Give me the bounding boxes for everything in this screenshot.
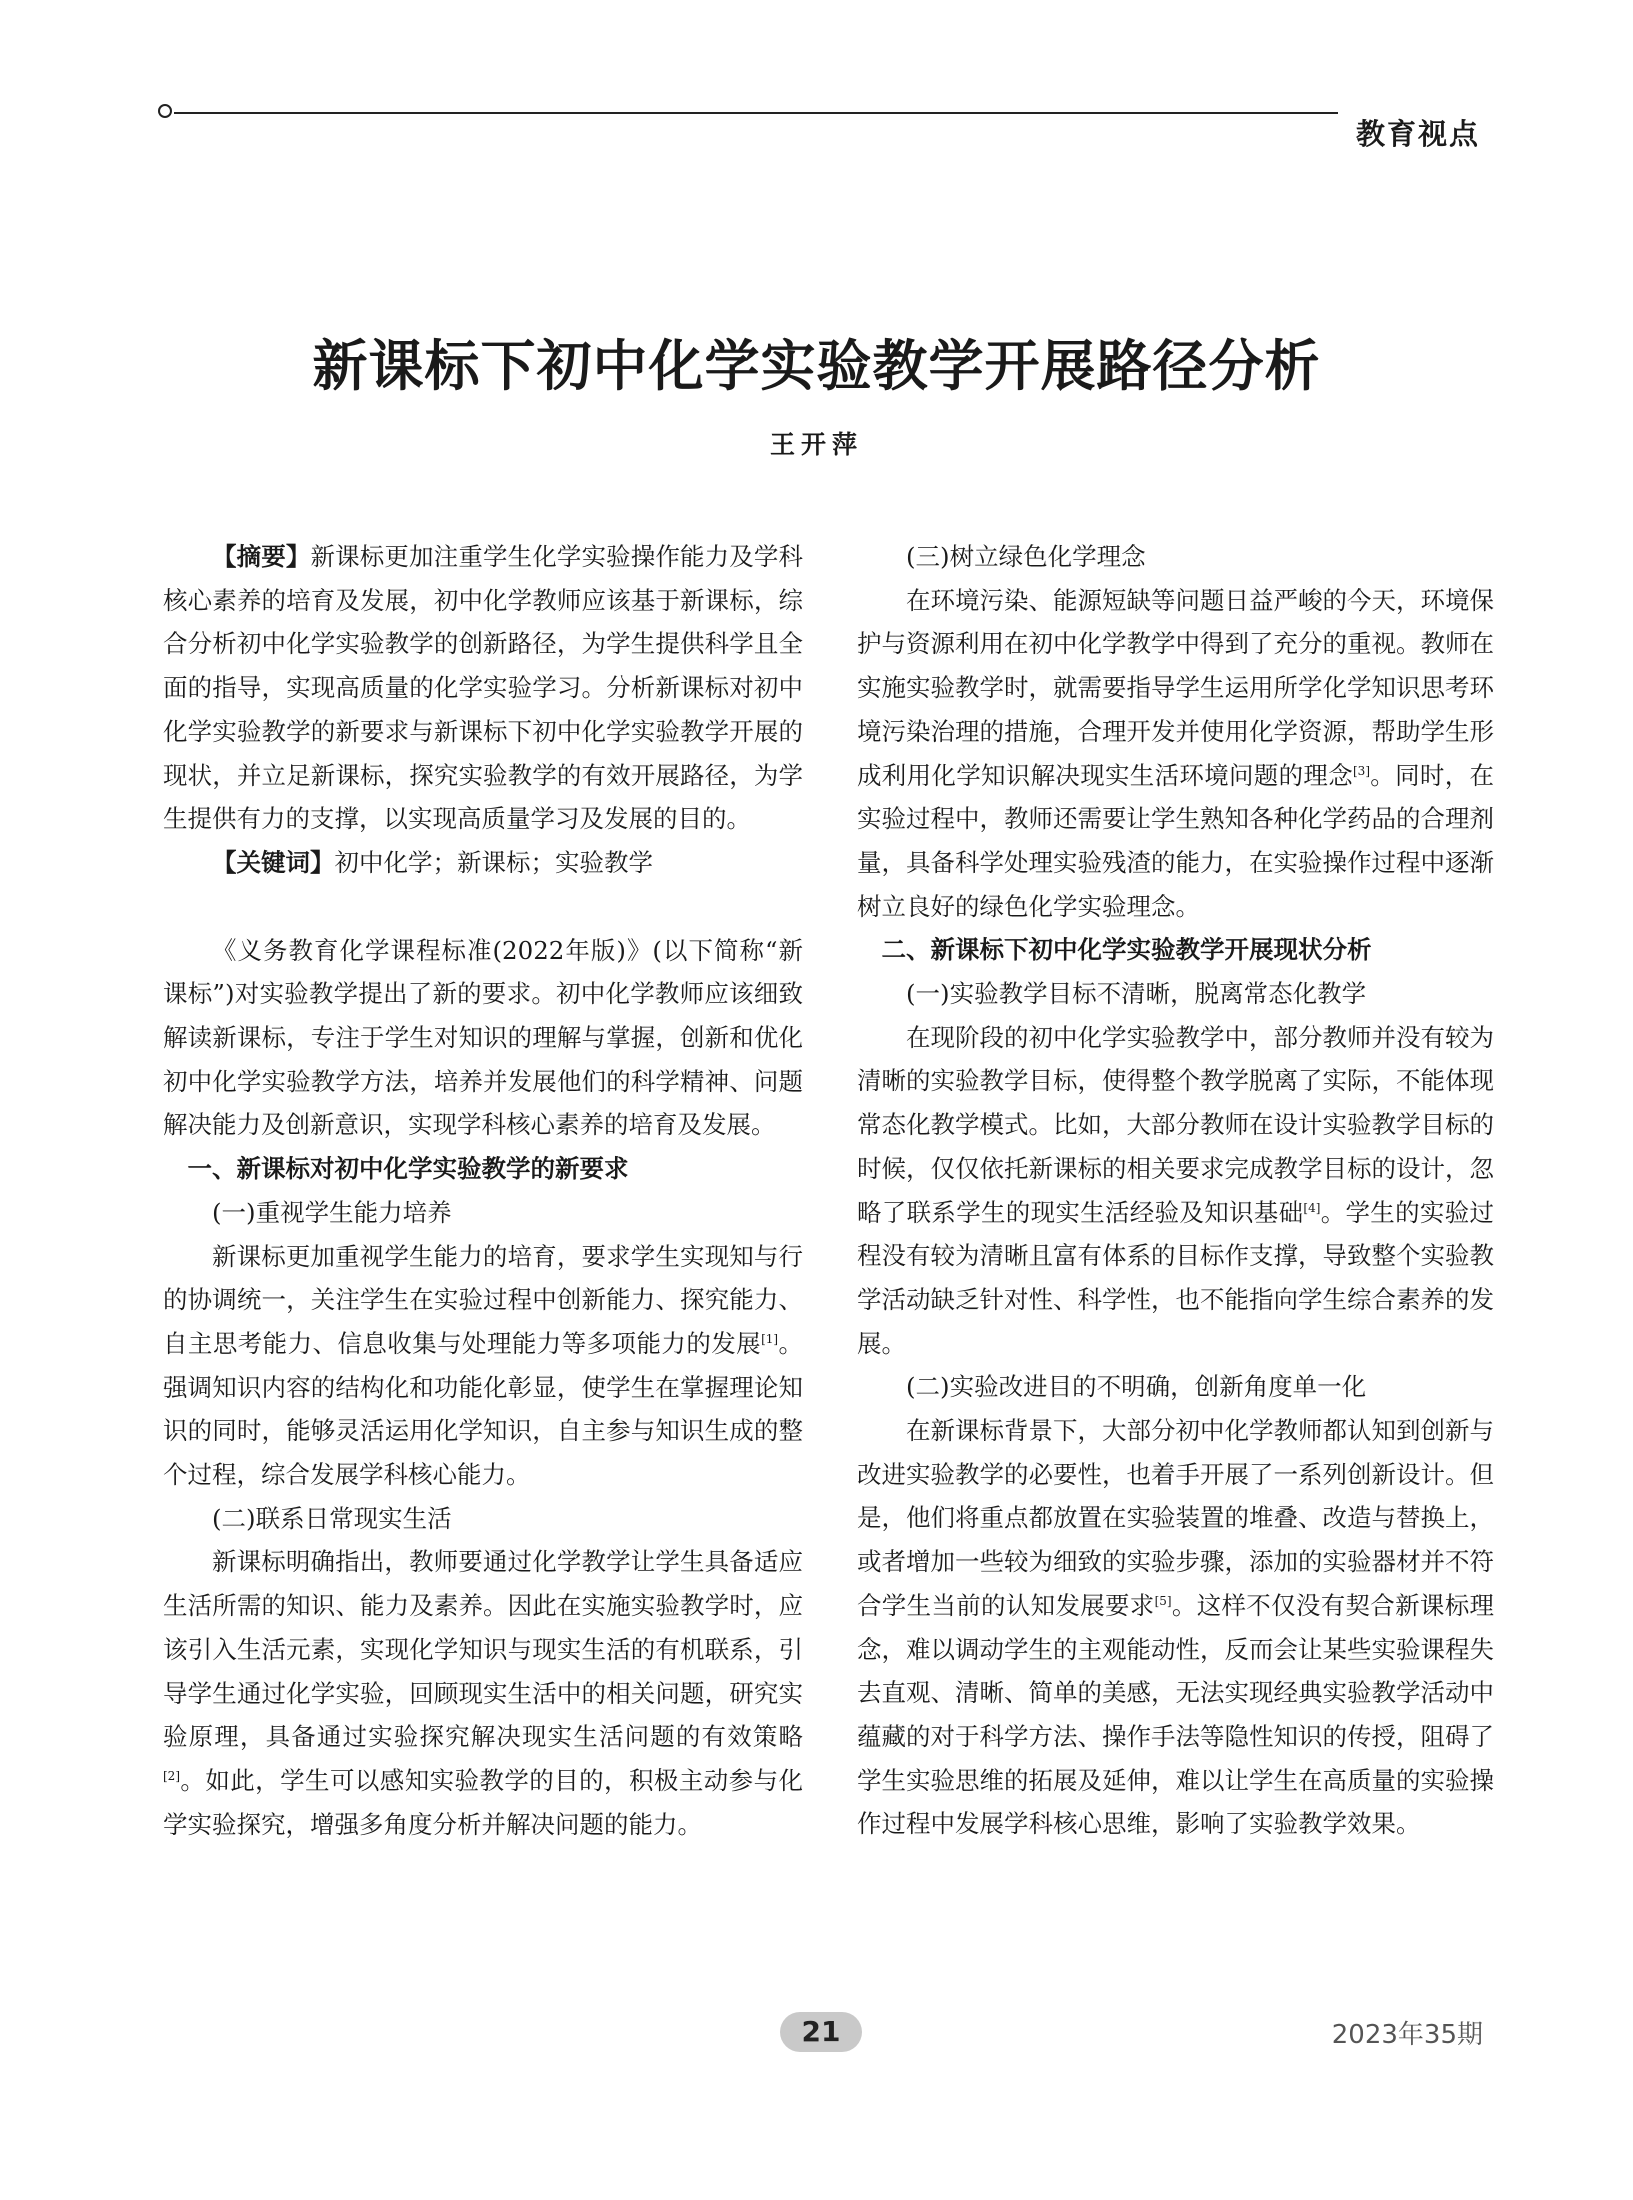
section1-sub3-paragraph	[857, 579, 1494, 929]
intro-paragraph: 《义务教育化学课程标准(2022年版)》(以下简称“新课标”)对实验教学提出了新的要求。初中化学教师应该细致解读新课标，专注于学生对知识的理解与掌握，创新和优化初中化学实验教学方法，培养并发展他们的科学精神、问题解决能力及创新意识，实现学科核心素养的培育及发展。	[163, 935, 803, 1140]
paragraph-text: 新课标更加重视学生能力的培育，要求学生实现知与行的协调统一，关注学生在实验过程中创新能力、探究能力、自主思考能力、信息收集与处理能力等多项能力的发展	[163, 1241, 803, 1358]
keywords-text: 初中化学；新课标；实验教学	[334, 847, 653, 877]
paragraph-text: 。同时，在实验过程中，教师还需要让学生熟知各种化学药品的合理剂量，具备科学处理实验残渣的能力，在实验操作过程中逐渐树立良好的绿色化学实验理念。	[857, 760, 1494, 921]
citation-ref: [3]	[1353, 763, 1370, 778]
section2-sub1-heading: (一)实验教学目标不清晰，脱离常态化教学	[906, 979, 1367, 1009]
citation-ref: [2]	[163, 1768, 180, 1783]
keywords-paragraph	[163, 841, 803, 885]
paragraph-text: 。学生的实验过程没有较为清晰且富有体系的目标作支撑，导致整个实验教学活动缺乏针对性、科学性，也不能指向学生综合素养的发展。	[857, 1197, 1495, 1358]
issue-label: 2023年35期	[1331, 2020, 1483, 2050]
paragraph-text: 新课标明确指出，教师要通过化学教学让学生具备适应生活所需的知识、能力及素养。因此在实施实验教学时，应该引入生活元素，实现化学知识与现实生活的有机联系，引导学生通过化学实验，回顾现实生活中的相关问题，研究实验原理，具备通过实验探究解决现实生活问题的有效策略	[163, 1547, 803, 1752]
author-name: 王开萍	[769, 430, 863, 459]
section1-sub3-heading: (三)树立绿色化学理念	[906, 542, 1146, 571]
right-column	[857, 535, 1494, 1846]
section2-sub2-heading: (二)实验改进目的不明确，创新角度单一化	[906, 1372, 1367, 1402]
section1-sub1-heading: (一)重视学生能力培养	[212, 1197, 452, 1227]
section1-sub1-paragraph	[163, 1235, 803, 1497]
article-title: 新课标下初中化学实验教学开展路径分析	[312, 333, 1321, 398]
page-number: 21	[780, 2012, 862, 2052]
section2-heading: 二、新课标下初中化学实验教学开展现状分析	[881, 935, 1372, 965]
paragraph-text: 。强调知识内容的结构化和功能化彰显，使学生在掌握理论知识的同时，能够灵活运用化学知识，自主参与知识生成的整个过程，综合发展学科核心能力。	[163, 1328, 803, 1490]
paragraph-text: 在现阶段的初中化学实验教学中，部分教师并没有较为清晰的实验教学目标，使得整个教学脱离了实际，不能体现常态化教学模式。比如，大部分教师在设计实验教学目标的时候，仅仅依托新课标的相关要求完成教学目标的设计，忽略了联系学生的现实生活经验及知识基础	[857, 1022, 1494, 1227]
paragraph-text: 在环境污染、能源短缺等问题日益严峻的今天，环境保护与资源利用在初中化学教学中得到了充分的重视。教师在实施实验教学时，就需要指导学生运用所学化学知识思考环境污染治理的措施，合理开发并使用化学资源，帮助学生形成利用化学知识解决现实生活环境问题的理念	[857, 585, 1494, 790]
paragraph-text: 在新课标背景下，大部分初中化学教师都认知到创新与改进实验教学的必要性，也着手开展了一系列创新设计。但是，他们将重点都放置在实验装置的堆叠、改造与替换上，或者增加一些较为细致的实验步骤，添加的实验器材并不符合学生当前的认知发展要求	[857, 1416, 1494, 1620]
keywords-label: 【关键词】	[212, 847, 335, 877]
section1-sub2-paragraph	[163, 1540, 803, 1846]
citation-ref: [4]	[1303, 1200, 1321, 1215]
section-label: 教育视点	[1355, 117, 1480, 151]
citation-ref: [1]	[761, 1331, 779, 1346]
abstract-spacer	[163, 885, 803, 929]
abstract-paragraph	[163, 535, 803, 841]
header-circle-ornament	[158, 104, 172, 118]
header-rule	[174, 112, 1338, 114]
section1-heading: 一、新课标对初中化学实验教学的新要求	[187, 1154, 629, 1184]
abstract-text: 新课标更加注重学生化学实验操作能力及学科核心素养的培育及发展，初中化学教师应该基于新课标，综合分析初中化学实验教学的创新路径，为学生提供科学且全面的指导，实现高质量的化学实验学习。分析新课标对初中化学实验教学的新要求与新课标下初中化学实验教学开展的现状，并立足新课标，探究实验教学的有效开展路径，为学生提供有力的支撑，以实现高质量学习及发展的目的。	[163, 542, 804, 834]
abstract-label: 【摘要】	[212, 542, 311, 571]
left-column	[163, 535, 803, 1846]
paragraph-text: 。这样不仅没有契合新课标理念，难以调动学生的主观能动性，反而会让某些实验课程失去直观、清晰、简单的美感，无法实现经典实验教学活动中蕴藏的对于科学方法、操作手法等隐性知识的传授，阻碍了学生实验思维的拓展及延伸，难以让学生在高质量的实验操作过程中发展学科核心思维，影响了实验教学效果。	[857, 1590, 1495, 1839]
section1-sub2-heading: (二)联系日常现实生活	[212, 1503, 452, 1533]
section2-sub2-paragraph	[857, 1409, 1494, 1846]
paragraph-text: 。如此，学生可以感知实验教学的目的，积极主动参与化学实验探究，增强多角度分析并解决问题的能力。	[163, 1765, 803, 1839]
section2-sub1-paragraph	[857, 1016, 1494, 1366]
citation-ref: [5]	[1154, 1593, 1172, 1608]
